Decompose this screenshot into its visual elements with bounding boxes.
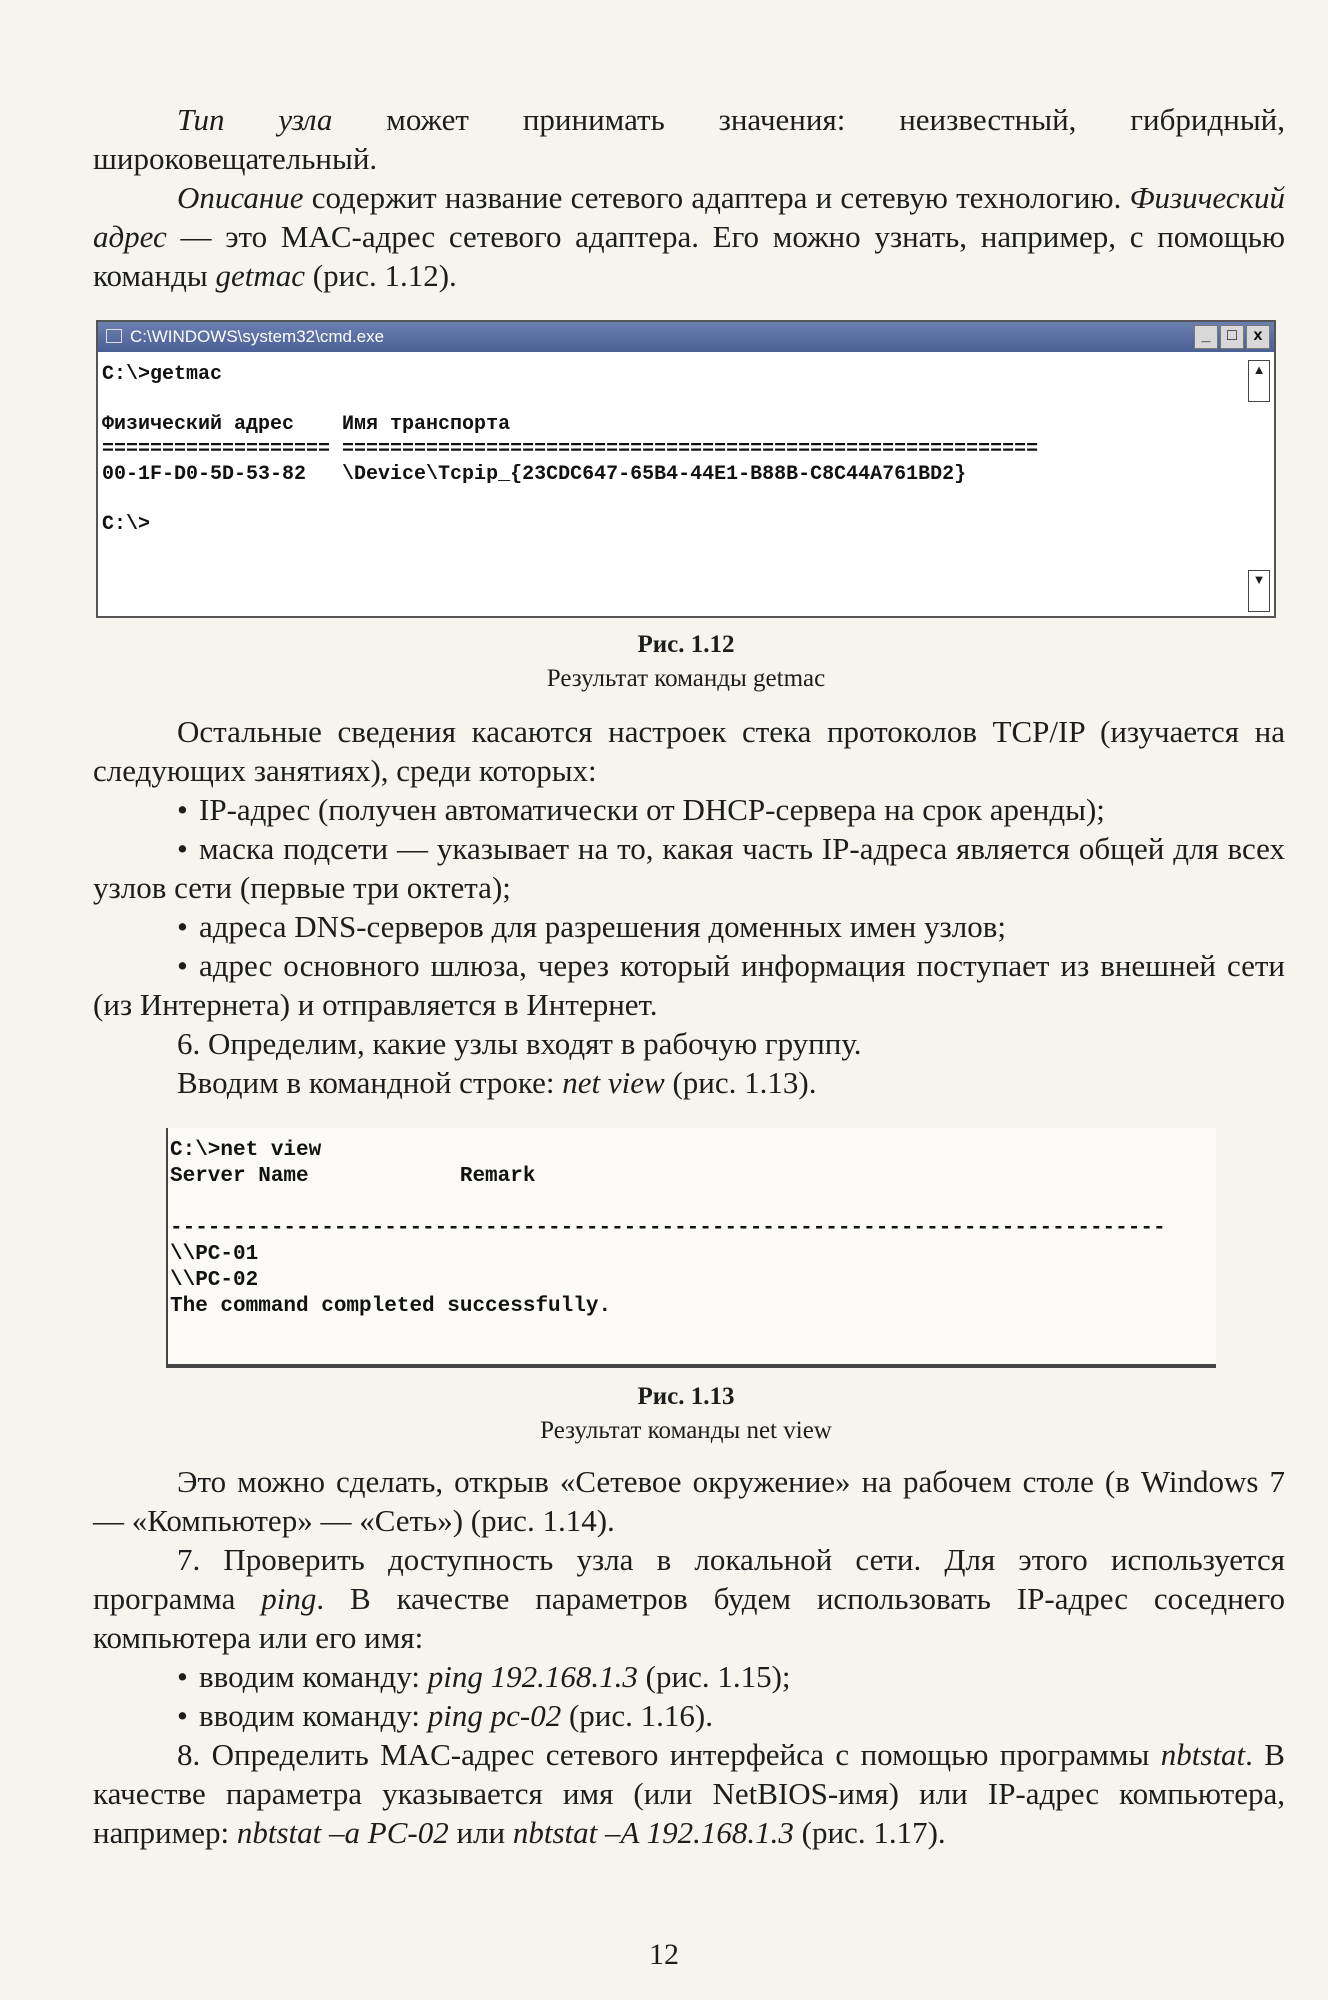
bullet-item bbox=[93, 946, 1285, 1024]
cmd-line bbox=[102, 487, 1270, 512]
bullet-item bbox=[93, 1657, 1285, 1696]
bullet-item bbox=[93, 1696, 1285, 1735]
minimize-button[interactable]: _ bbox=[1194, 325, 1218, 349]
bullet-text: маска подсети — указывает на то, какая часть IP-адреса является общей для всех узлов сети (первые три октета); bbox=[93, 831, 1285, 905]
cmd-nbtstat-name: nbtstat –a PC-02 bbox=[236, 1815, 449, 1850]
figure-caption: Результат команды getmac bbox=[546, 665, 826, 692]
cmd-line: C:\> bbox=[102, 513, 151, 536]
figure-title: Рис. 1.12 bbox=[637, 631, 735, 658]
text: (рис. 1.13). bbox=[664, 1065, 817, 1100]
text: (рис. 1.16). bbox=[561, 1698, 713, 1733]
bullet-item bbox=[93, 790, 1285, 829]
bullet-icon: • bbox=[177, 831, 188, 866]
text-block-top bbox=[93, 100, 1285, 295]
text: может принимать значения: неизвестный, гибридный, широковещательный. bbox=[93, 102, 1285, 176]
scrollbar[interactable] bbox=[1248, 360, 1270, 612]
window-controls bbox=[1194, 325, 1270, 349]
text: (рис. 1.17). bbox=[793, 1815, 946, 1850]
cmd-line: \\PC-02 bbox=[170, 1269, 259, 1292]
cmd-output bbox=[98, 352, 1274, 547]
bullet-icon: • bbox=[177, 792, 188, 827]
text: или bbox=[448, 1815, 513, 1850]
paragraph-tcpip: Остальные сведения касаются настроек стека протоколов TCP/IP (изучается на следующих занятиях), среди которых: bbox=[93, 714, 1285, 788]
cmd-titlebar bbox=[98, 322, 1274, 352]
cmd-line: Физический адрес Имя транспорта bbox=[102, 413, 511, 436]
paragraph-network-neighborhood: Это можно сделать, открыв «Сетевое окружение» на рабочем столе (в Windows 7 — «Компьютер» — «Сеть») (рис. 1.14). bbox=[93, 1464, 1285, 1538]
bullet-text: IP-адрес (получен автоматически от DHCP-сервера на срок аренды); bbox=[199, 792, 1105, 827]
paragraph-ping bbox=[93, 1540, 1285, 1657]
page-number: 12 bbox=[649, 1938, 679, 1971]
scroll-down-arrow-icon[interactable]: ▼ bbox=[1248, 570, 1270, 612]
net-view-output bbox=[166, 1128, 1216, 1368]
paragraph-description bbox=[93, 178, 1285, 295]
bullet-text: адрес основного шлюза, через который информация поступает из внешней сети (из Интернета) и отправляется в Интернет. bbox=[93, 948, 1285, 1022]
cmd-line: 00-1F-D0-5D-53-82 \Device\Tcpip_{23CDC647-65B4-44E1-B88B-C8C44A761BD2} bbox=[102, 463, 967, 486]
text: 7. Проверить доступность узла в локальной сети. Для этого используется программа bbox=[93, 1542, 1285, 1616]
text: — это MAC-адрес сетевого адаптера. Его можно узнать, например, с помощью команды bbox=[93, 219, 1285, 293]
cmd-net-view: net view bbox=[562, 1065, 665, 1100]
figure-title: Рис. 1.13 bbox=[637, 1383, 735, 1410]
term-physical-address: Физический адрес bbox=[93, 180, 1285, 254]
close-button[interactable]: x bbox=[1246, 325, 1270, 349]
text: 8. Определить MAC-адрес сетевого интерфейса с помощью программы bbox=[177, 1737, 1161, 1772]
cmd-line: ------------------------------------------------------------------------------- bbox=[170, 1217, 1166, 1240]
cmd-line: C:\>net view bbox=[170, 1139, 322, 1162]
cmd-ping: ping bbox=[261, 1581, 317, 1616]
cmd-line: Server Name Remark bbox=[170, 1165, 536, 1188]
figure-1-13-caption bbox=[96, 1380, 1276, 1448]
cmd-line bbox=[102, 387, 1270, 412]
cmd-window bbox=[96, 320, 1276, 618]
term-node-type: Тип узла bbox=[177, 102, 333, 137]
text: . В качестве параметра указывается имя (или NetBIOS-имя) или IP-адрес компьютера, например: bbox=[93, 1737, 1285, 1850]
cmd-nbtstat: nbtstat bbox=[1160, 1737, 1246, 1772]
scroll-up-arrow-icon[interactable]: ▲ bbox=[1248, 360, 1270, 402]
cmd-ping-ip: ping 192.168.1.3 bbox=[427, 1659, 638, 1694]
bullet-icon: • bbox=[177, 909, 188, 944]
figure-caption: Результат команды net view bbox=[540, 1417, 832, 1444]
window-title: C:\WINDOWS\system32\cmd.exe bbox=[130, 327, 385, 346]
cmd-line: =================== ========================================================== bbox=[102, 438, 1039, 461]
text: (рис. 1.15); bbox=[637, 1659, 791, 1694]
text: вводим команду: bbox=[199, 1659, 428, 1694]
text: содержит название сетевого адаптера и сетевую технологию. bbox=[303, 180, 1130, 215]
bullet-icon: • bbox=[177, 948, 188, 983]
cmd-line: The command completed successfully. bbox=[170, 1295, 612, 1318]
bullet-item bbox=[93, 829, 1285, 907]
figure-1-12-caption bbox=[96, 628, 1276, 696]
maximize-button[interactable]: □ bbox=[1220, 325, 1244, 349]
paragraph-step6: 6. Определим, какие узлы входят в рабочую группу. bbox=[177, 1026, 862, 1061]
bullet-icon: • bbox=[177, 1698, 188, 1733]
paragraph-node-type bbox=[93, 100, 1285, 178]
text-block-middle bbox=[93, 712, 1285, 1102]
bullet-item bbox=[93, 907, 1285, 946]
text-block-bottom bbox=[93, 1462, 1285, 1852]
cmd-nbtstat-ip: nbtstat –A 192.168.1.3 bbox=[512, 1815, 794, 1850]
text: Вводим в командной строке: bbox=[177, 1065, 563, 1100]
text: (рис. 1.12). bbox=[305, 258, 457, 293]
cmd-line bbox=[170, 1190, 1214, 1216]
text: . В качестве параметров будем использовать IP-адрес соседнего компьютера или его имя: bbox=[93, 1581, 1285, 1655]
bullet-text: адреса DNS-серверов для разрешения доменных имен узлов; bbox=[199, 909, 1006, 944]
console-icon bbox=[106, 329, 122, 343]
cmd-ping-name: ping pc-02 bbox=[427, 1698, 562, 1733]
paragraph-nbtstat bbox=[93, 1735, 1285, 1852]
term-description: Описание bbox=[177, 180, 304, 215]
cmd-line: C:\>getmac bbox=[102, 363, 223, 386]
cmd-getmac: getmac bbox=[215, 258, 306, 293]
cmd-line: \\PC-01 bbox=[170, 1243, 259, 1266]
bullet-icon: • bbox=[177, 1659, 188, 1694]
paragraph-net-view bbox=[93, 1063, 1285, 1102]
text: вводим команду: bbox=[199, 1698, 428, 1733]
